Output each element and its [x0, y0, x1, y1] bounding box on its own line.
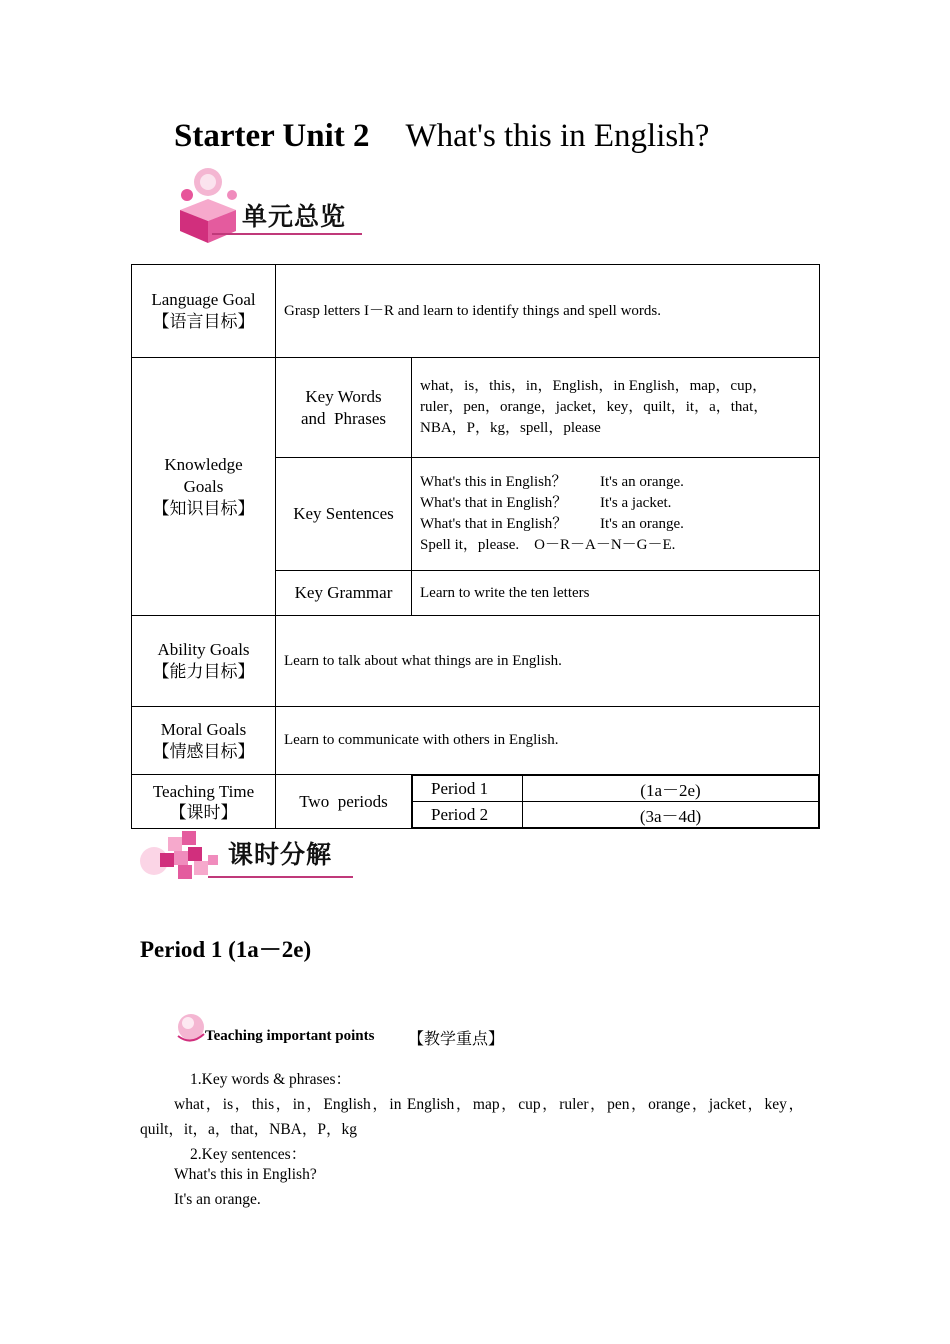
sentence-question: What's that in English？: [420, 516, 568, 532]
period-range: (1a－2e): [523, 776, 819, 802]
knowledge-goals-label-1: Knowledge: [164, 454, 243, 474]
periods-table: [412, 775, 819, 828]
teaching-time-row: [132, 775, 820, 829]
key-words-list-line-1: what，is，this，in，English，in English，map，cup，ruler，pen，orange，jacket，key，: [174, 1096, 804, 1113]
key-sentences-heading: 2.Key sentences：: [190, 1146, 307, 1163]
period-name: Period 1: [413, 776, 523, 802]
period-row: [413, 776, 819, 802]
periods-label: Two periods: [276, 775, 412, 829]
period-row: [413, 802, 819, 828]
period-range: (3a－4d): [523, 802, 819, 828]
moral-goals-row: [132, 707, 820, 775]
period-1-heading: Period 1 (1a－2e): [140, 937, 312, 962]
language-goal-row: [132, 265, 820, 358]
sentence-question: What's this in English？: [420, 474, 567, 490]
teaching-points-label-cn: 【教学重点】: [408, 1031, 505, 1048]
unit-title: Starter Unit 2: [174, 118, 370, 154]
unit-question: What's this in English?: [405, 118, 710, 154]
overview-banner: [172, 165, 362, 245]
key-words-label-1: Key Words: [305, 386, 382, 406]
key-words-line-1: what，is，this，in，English，in English，map，cup，: [420, 378, 768, 394]
sentence-answer: It's an orange.: [600, 474, 684, 490]
teaching-time-label: Teaching Time: [152, 781, 255, 801]
breakdown-banner-label: 课时分解: [228, 840, 333, 869]
key-grammar-text: Learn to write the ten letters: [412, 571, 820, 616]
key-words-heading: 1.Key words & phrases：: [190, 1071, 352, 1088]
ability-goals-label: Ability Goals: [157, 640, 250, 659]
sentence-answer: It's a jacket.: [600, 495, 672, 511]
key-sentences-label: Key Sentences: [276, 458, 412, 571]
key-grammar-label: Key Grammar: [276, 571, 412, 616]
moral-goals-label-cn: 【情感目标】: [152, 741, 255, 761]
key-sentence-question: What's this in English?: [174, 1166, 317, 1183]
knowledge-goals-label-2: Goals: [183, 476, 224, 496]
spell-line: Spell it，please. O－R－A－N－G－E.: [420, 537, 676, 553]
sentence-question: What's that in English？: [420, 495, 568, 511]
language-goal-label: Language Goal: [151, 290, 256, 309]
period-name: Period 2: [413, 802, 523, 828]
ability-goals-text: Learn to talk about what things are in English.: [276, 616, 820, 707]
knowledge-goals-label-cn: 【知识目标】: [152, 498, 255, 518]
page-title: [174, 118, 709, 155]
language-goal-text: Grasp letters I－R and learn to identify things and spell words.: [276, 265, 820, 358]
key-words-label-2: and Phrases: [301, 408, 386, 428]
key-words-line-2: ruler，pen，orange，jacket，key，quilt，it，a，that，: [420, 399, 769, 415]
overview-banner-label: 单元总览: [242, 202, 347, 231]
teaching-points-label: Teaching important points: [205, 1028, 375, 1044]
key-words-row: [132, 358, 820, 458]
key-words-line-3: NBA，P，kg，spell，please: [420, 420, 601, 436]
key-words-list-line-2: quilt，it，a，that，NBA，P，kg: [140, 1121, 358, 1138]
moral-goals-label: Moral Goals: [160, 719, 247, 739]
breakdown-banner: [138, 823, 353, 885]
sentence-answer: It's an orange.: [600, 516, 684, 532]
pearl-icon: [174, 1012, 208, 1046]
teaching-time-label-cn: 【课时】: [169, 802, 238, 822]
ability-goals-row: [132, 616, 820, 707]
key-sentences-list: [420, 472, 811, 535]
moral-goals-text: Learn to communicate with others in English.: [276, 707, 820, 775]
language-goal-label-cn: 【语言目标】: [152, 312, 255, 331]
overview-table: [131, 264, 820, 829]
key-sentence-answer: It's an orange.: [174, 1191, 261, 1208]
ability-goals-label-cn: 【能力目标】: [152, 662, 255, 681]
